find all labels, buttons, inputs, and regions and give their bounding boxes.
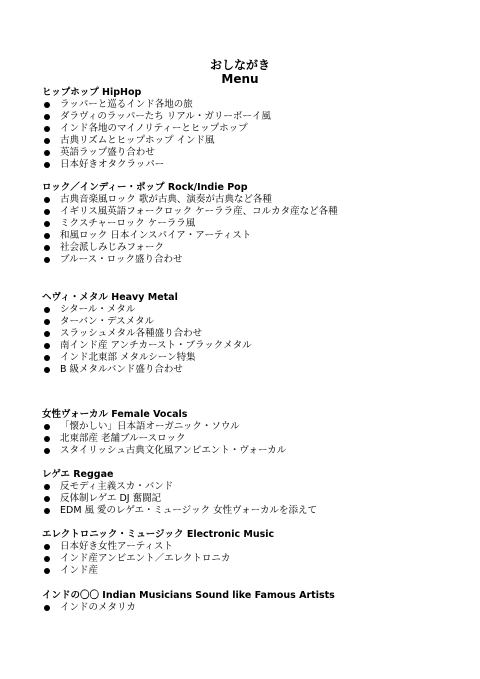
bullet-icon — [44, 126, 50, 132]
page-subtitle: Menu — [221, 72, 259, 86]
list-item — [42, 123, 462, 135]
list-item — [42, 505, 462, 517]
item-label: インド産 — [60, 565, 99, 576]
item-label: 「懐かしい」日本語オーガニック・ソウル — [60, 421, 240, 432]
section-heading: ロック／インディー・ポップ Rock/Indie Pop — [42, 182, 248, 193]
list-item — [42, 328, 462, 340]
item-label: 日本好き女性アーティスト — [60, 541, 173, 552]
section-female-vocals — [42, 409, 462, 457]
bullet-icon — [44, 162, 50, 168]
list-item — [42, 481, 462, 493]
bullet-icon — [44, 556, 50, 562]
list-item — [42, 111, 462, 123]
item-label: ブルース・ロック盛り合わせ — [60, 254, 183, 265]
section-heading: 女性ヴォーカル Female Vocals — [42, 409, 188, 420]
item-list — [42, 304, 462, 376]
item-list — [42, 99, 462, 171]
bullet-icon — [44, 138, 50, 144]
item-list — [42, 194, 462, 266]
bullet-icon — [44, 319, 50, 325]
list-item — [42, 218, 462, 230]
list-item — [42, 99, 462, 111]
list-item — [42, 352, 462, 364]
list-item — [42, 135, 462, 147]
item-label: スラッシュメタル各種盛り合わせ — [60, 328, 203, 339]
list-item — [42, 206, 462, 218]
item-label: ミクスチャーロック ケーララ風 — [60, 218, 196, 229]
bullet-icon — [44, 221, 50, 227]
list-item — [42, 147, 462, 159]
list-item — [42, 340, 462, 352]
item-label: EDM 風 愛のレゲエ・ミュージック 女性ヴォーカルを添えて — [60, 505, 318, 516]
item-list — [42, 481, 462, 517]
bullet-icon — [44, 331, 50, 337]
item-label: 南インド産 アンチカースト・ブラックメタル — [60, 340, 252, 351]
item-label: ターバン・デスメタル — [60, 316, 155, 327]
item-list — [42, 602, 462, 614]
bullet-icon — [44, 245, 50, 251]
section-metal — [42, 292, 462, 376]
list-item — [42, 602, 462, 614]
bullet-icon — [44, 605, 50, 611]
bullet-icon — [44, 496, 50, 502]
item-label: イギリス風英語フォークロック ケーララ産、コルカタ産など各種 — [60, 206, 338, 217]
item-label: インド各地のマイノリティーとヒップホップ — [60, 123, 248, 134]
item-list — [42, 421, 462, 457]
bullet-icon — [44, 307, 50, 313]
bullet-icon — [44, 436, 50, 442]
list-item — [42, 316, 462, 328]
bullet-icon — [44, 209, 50, 215]
item-list — [42, 541, 462, 577]
list-item — [42, 304, 462, 316]
page-title: おしながき — [209, 58, 270, 72]
item-label: ラッパーと巡るインド各地の旅 — [60, 99, 193, 110]
list-item — [42, 433, 462, 445]
list-item — [42, 421, 462, 433]
bullet-icon — [44, 355, 50, 361]
section-electronic — [42, 529, 462, 577]
bullet-icon — [44, 233, 50, 239]
section-heading: ヘヴィ・メタル Heavy Metal — [42, 292, 178, 303]
list-item — [42, 194, 462, 206]
list-item — [42, 230, 462, 242]
list-item — [42, 364, 462, 376]
item-label: 反体制レゲエ DJ 奮闘記 — [60, 493, 162, 504]
section-hiphop — [42, 87, 462, 171]
item-label: 古典音楽風ロック 歌が古典、演奏が古典など各種 — [60, 194, 272, 205]
section-heading: エレクトロニック・ミュージック Electronic Music — [42, 529, 275, 540]
item-label: シタール・メタル — [60, 304, 136, 315]
bullet-icon — [44, 367, 50, 373]
bullet-icon — [44, 484, 50, 490]
section-heading: インドの〇〇 Indian Musicians Sound like Famous Artists — [42, 590, 335, 601]
bullet-icon — [44, 508, 50, 514]
bullet-icon — [44, 544, 50, 550]
section-indian-musicians — [42, 590, 462, 614]
section-reggae — [42, 469, 462, 517]
item-label: ダラヴィのラッパーたち リアル・ガリーボーイ風 — [60, 111, 271, 122]
section-rock — [42, 182, 462, 266]
item-label: 古典リズムとヒップホップ インド風 — [60, 135, 215, 146]
bullet-icon — [44, 114, 50, 120]
list-item — [42, 541, 462, 553]
bullet-icon — [44, 197, 50, 203]
item-label: スタイリッシュ古典文化風アンビエント・ヴォーカル — [60, 445, 287, 456]
section-heading: レゲエ Reggae — [42, 469, 114, 480]
item-label: B 級メタルバンド盛り合わせ — [60, 364, 183, 375]
list-item — [42, 242, 462, 254]
list-item — [42, 254, 462, 266]
item-label: 日本好きオタクラッパー — [60, 159, 165, 170]
bullet-icon — [44, 150, 50, 156]
item-label: インド北東部 メタルシーン特集 — [60, 352, 196, 363]
bullet-icon — [44, 102, 50, 108]
list-item — [42, 553, 462, 565]
bullet-icon — [44, 568, 50, 574]
item-label: 社会派しみじみフォーク — [60, 242, 165, 253]
list-item — [42, 565, 462, 577]
item-label: インドのメタリカ — [60, 602, 136, 613]
list-item — [42, 159, 462, 171]
item-label: 反モディ主義スカ・バンド — [60, 481, 174, 492]
list-item — [42, 493, 462, 505]
item-label: 北東部産 老舗ブルースロック — [60, 433, 186, 444]
bullet-icon — [44, 424, 50, 430]
list-item — [42, 445, 462, 457]
bullet-icon — [44, 257, 50, 263]
item-label: インド産アンビエント／エレクトロニカ — [60, 553, 231, 564]
bullet-icon — [44, 448, 50, 454]
bullet-icon — [44, 343, 50, 349]
item-label: 英語ラップ盛り合わせ — [60, 147, 155, 158]
section-heading: ヒップホップ HipHop — [42, 87, 142, 98]
item-label: 和風ロック 日本インスパイア・アーティスト — [60, 230, 252, 241]
